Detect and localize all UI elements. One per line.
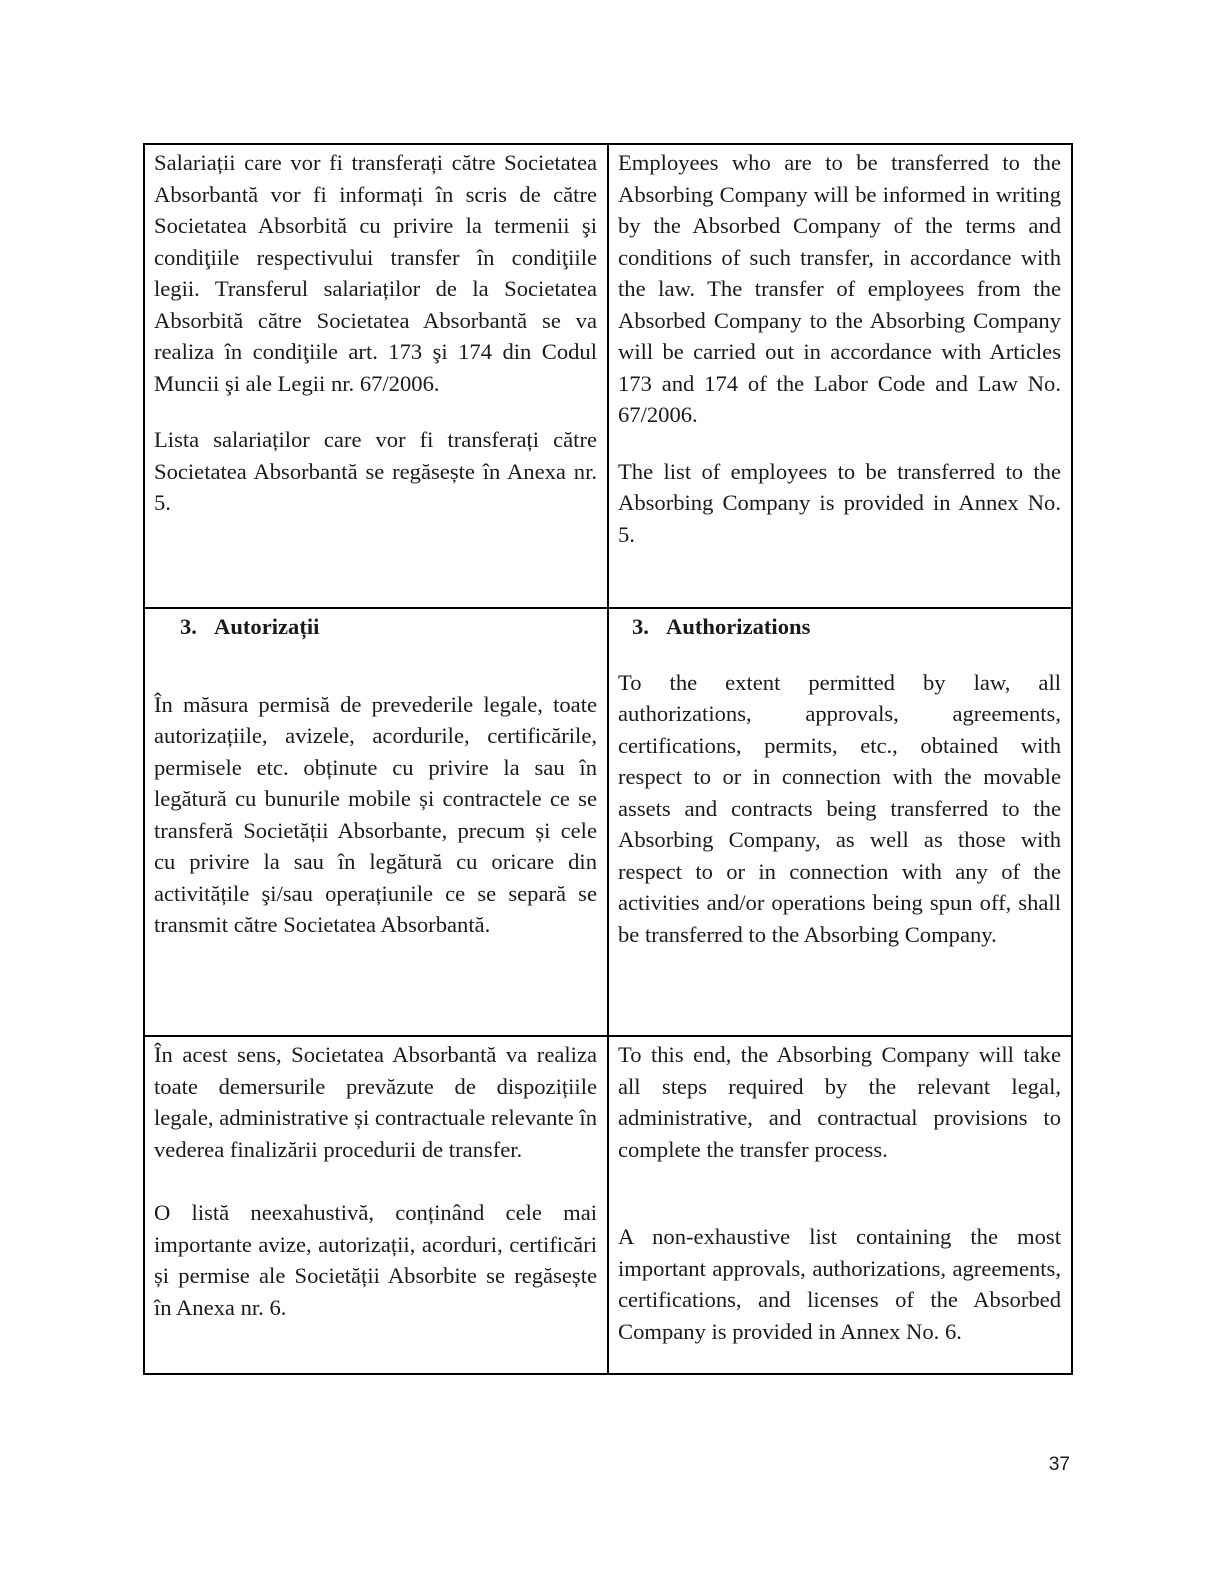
cell-english-transfer-steps [608,1036,1072,1374]
cell-english-authorizations [608,608,1072,1036]
section-number-en: 3. [632,614,649,639]
paragraph-en-employee-transfer: Employees who are to be transferred to the Absorbing Company will be informed in writing by the Absorbed Company of the terms and conditions of such transfer, in accordance with the law. The transfer of employees from the Absorbed Company to the Absorbing Company will be carried out in accordance with Articles 173 and 174 of the Labor Code and Law No. 67/2006. [618,150,1061,427]
paragraph-en-annex-list: A non-exhaustive list containing the most important approvals, authorizations, agreements, certifications, and licenses of the Absorbed Company is provided in Annex No. 6. [618,1224,1061,1344]
paragraph-en-authorizations: To the extent permitted by law, all authorizations, approvals, agreements, certifications, permits, etc., obtained with respect to or in connection with the movable assets and contracts being transferred to the Absorbing Company, as well as those with respect to or in connection with any of the activities and/or operations being spun off, shall be transferred to the Absorbing Company. [618,669,1061,947]
table-row-transfer-steps [144,1036,1072,1374]
section-heading-ro [154,611,597,643]
section-title-ro: Autorizații [214,614,320,639]
cell-romanian-employees [144,144,608,608]
section-title-en: Authorizations [666,614,811,639]
table-row-authorizations [144,608,1072,1036]
cell-english-employees [608,144,1072,608]
paragraph-en-employee-list: The list of employees to be transferred to the Absorbing Company is provided in Annex No. 5. [618,458,1061,547]
cell-romanian-transfer-steps [144,1036,608,1374]
paragraph-ro-employee-list: Lista salariaților care vor fi transferați către Societatea Absorbantă se regăsește în Anexa nr. 5. [154,427,597,515]
page-number: 37 [1048,1454,1070,1475]
bilingual-table [143,143,1073,1375]
section-heading-en [618,611,1061,643]
paragraph-ro-employee-transfer: Salariații care vor fi transferați către Societatea Absorbantă vor fi informați în scris de către Societatea Absorbită cu privire la termenii şi condiţiile respectivului transfer în condiţiile legii. Transferul salariaților de la Societatea Absorbită către Societatea Absorbantă se va realiza în condiţiile art. 173 şi 174 din Codul Muncii şi ale Legii nr. 67/2006. [154,150,597,396]
paragraph-en-transfer-steps: To this end, the Absorbing Company will take all steps required by the relevant legal, administrative, and contractual provisions to complete the transfer process. [618,1042,1061,1162]
paragraph-ro-transfer-steps: În acest sens, Societatea Absorbantă va realiza toate demersurile prevăzute de dispozițiile legale, administrative și contractuale relevante în vederea finalizării procedurii de transfer. [154,1042,597,1162]
cell-romanian-authorizations [144,608,608,1036]
paragraph-ro-annex-list: O listă neexahustivă, conținând cele mai importante avize, autorizații, acorduri, certificări și permise ale Societății Absorbite se regăsește în Anexa nr. 6. [154,1200,597,1320]
paragraph-ro-authorizations: În măsura permisă de prevederile legale, toate autorizațiile, avizele, acordurile, certificările, permisele etc. obținute cu privire la sau în legătură cu bunurile mobile și contractele ce se transferă Societății Absorbante, precum și cele cu privire la sau în legătură cu oricare din activitățile şi/sau operațiunile ce se separă se transmit către Societatea Absorbantă. [154,691,597,937]
table-row-employees [144,144,1072,608]
section-number-ro: 3. [180,614,197,639]
